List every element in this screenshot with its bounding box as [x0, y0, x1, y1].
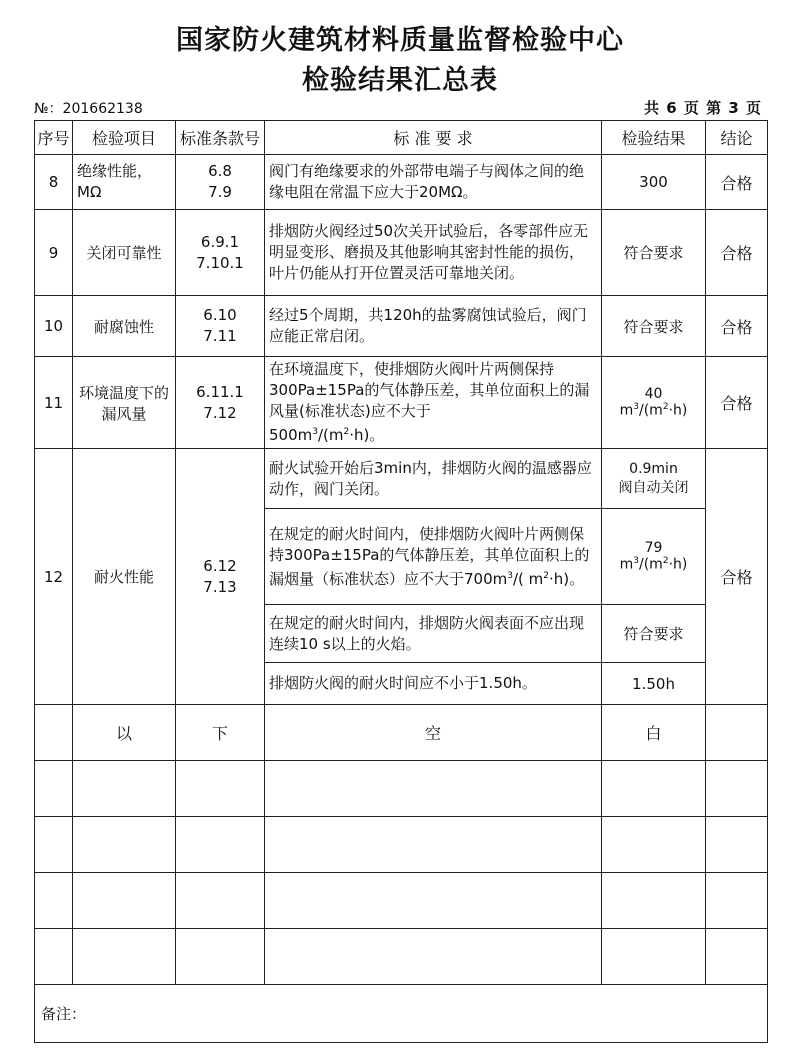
- remarks-label: 备注：: [35, 985, 768, 1043]
- clause-cell: [176, 449, 265, 705]
- clause-b: 7.12: [203, 403, 237, 422]
- seq-cell: 11: [35, 357, 73, 449]
- result-cell: [602, 357, 706, 449]
- requirement-cell: 耐火试验开始后3min内，排烟防火阀的温感器应动作，阀门关闭。: [265, 449, 602, 509]
- clause-cell: [176, 296, 265, 357]
- clause-cell: [176, 357, 265, 449]
- requirement-limit: 700m: [464, 569, 508, 588]
- report-number: №：201662138: [34, 101, 143, 117]
- unit-text: ·h): [668, 402, 688, 419]
- requirement-cell: 在规定的耐火时间内，排烟防火阀表面不应出现连续10 s以上的火焰。: [265, 605, 602, 663]
- seq-cell: 9: [35, 210, 73, 296]
- superscript: 3: [633, 402, 639, 413]
- superscript: 2: [662, 556, 669, 567]
- requirement-cell: [265, 357, 602, 449]
- header-seq: 序号: [35, 121, 73, 155]
- unit-text: /(m: [639, 556, 663, 573]
- unit-text: /( m: [513, 569, 544, 588]
- result-note: 阀自动关闭: [618, 479, 689, 496]
- seq-cell: 8: [35, 155, 73, 210]
- result-value: 0.9min: [629, 460, 678, 477]
- table-row: [35, 449, 768, 509]
- result-value: 79: [644, 540, 663, 557]
- header-result: 检验结果: [602, 121, 706, 155]
- table-header-row: [35, 121, 768, 155]
- header-requirement: 标 准 要 求: [265, 121, 602, 155]
- result-unit: [602, 402, 705, 419]
- requirement-cell: [265, 509, 602, 605]
- clause-a: 6.12: [203, 556, 237, 575]
- result-unit: [602, 556, 705, 573]
- item-cell: 耐腐蚀性: [73, 296, 176, 357]
- page-info: 共 6 页 第 3 页: [644, 99, 762, 117]
- empty-row: [35, 761, 768, 817]
- header-item: 检验项目: [73, 121, 176, 155]
- empty-row: [35, 929, 768, 985]
- table-row: [35, 357, 768, 449]
- blank-marker: 以: [73, 705, 176, 761]
- requirement-cell: 排烟防火阀的耐火时间应不小于1.50h。: [265, 663, 602, 705]
- unit-text: ·h)。: [349, 426, 385, 444]
- blank-marker: 白: [602, 705, 706, 761]
- result-cell: [602, 509, 706, 605]
- page-title: 检验结果汇总表: [302, 65, 498, 96]
- requirement-cell: 阀门有绝缘要求的外部带电端子与阀体之间的绝缘电阻在常温下应大于20MΩ。: [265, 155, 602, 210]
- conclusion-cell: 合格: [706, 449, 768, 705]
- result-cell: 1.50h: [602, 663, 706, 705]
- result-cell: 符合要求: [602, 210, 706, 296]
- superscript: 3: [633, 556, 639, 567]
- unit-text: /(m: [317, 426, 344, 444]
- clause-b: 7.11: [203, 327, 237, 345]
- org-title: 国家防火建筑材料质量监督检验中心: [176, 25, 624, 56]
- unit-text: ·h)。: [549, 569, 585, 588]
- empty-cell: [706, 705, 768, 761]
- clause-a: 6.10: [203, 306, 237, 324]
- clause-cell: [176, 210, 265, 296]
- result-cell: 符合要求: [602, 605, 706, 663]
- superscript: 2: [543, 570, 550, 581]
- empty-row: [35, 817, 768, 873]
- clause-a: 6.11.1: [196, 382, 244, 401]
- empty-row: [35, 873, 768, 929]
- header-clause: 标准条款号: [176, 121, 265, 155]
- item-cell: 环境温度下的漏风量: [73, 357, 176, 449]
- unit-text: m: [619, 556, 634, 573]
- result-value: 40: [644, 386, 663, 403]
- conclusion-cell: 合格: [706, 357, 768, 449]
- blank-marker: 下: [176, 705, 265, 761]
- requirement-cell: 经过5个周期，共120h的盐雾腐蚀试验后，阀门应能正常启闭。: [265, 296, 602, 357]
- requirement-text: 在规定的耐火时间内，使排烟防火阀叶片两侧保持300Pa±15Pa的气体静压差，其单位面积上的漏烟量（标准状态）应不大于: [269, 524, 590, 588]
- item-cell: 耐火性能: [73, 449, 176, 705]
- item-cell: 关闭可靠性: [73, 210, 176, 296]
- unit-text: m: [619, 402, 634, 419]
- table-row: [35, 210, 768, 296]
- result-cell: [602, 449, 706, 509]
- table-row: [35, 296, 768, 357]
- clause-b: 7.13: [203, 577, 237, 596]
- clause-a: 6.8: [208, 162, 232, 180]
- superscript: 2: [343, 427, 350, 437]
- seq-cell: 12: [35, 449, 73, 705]
- clause-cell: [176, 155, 265, 210]
- clause-b: 7.10.1: [196, 253, 244, 272]
- result-table: [34, 120, 768, 1043]
- blank-marker: 空: [265, 705, 602, 761]
- conclusion-cell: 合格: [706, 155, 768, 210]
- unit-text: /(m: [639, 402, 663, 419]
- superscript: 3: [507, 570, 513, 581]
- unit-text: ·h): [668, 556, 688, 573]
- seq-cell: 10: [35, 296, 73, 357]
- remarks-row: [35, 985, 768, 1043]
- conclusion-cell: 合格: [706, 296, 768, 357]
- requirement-cell: 排烟防火阀经过50次关开试验后，各零部件应无明显变形、磨损及其他影响其密封性能的损伤，叶片仍能从打开位置灵活可靠地关闭。: [265, 210, 602, 296]
- item-cell: 绝缘性能，MΩ: [73, 155, 176, 210]
- table-row: [35, 155, 768, 210]
- requirement-text: 在环境温度下，使排烟防火阀叶片两侧保持300Pa±15Pa的气体静压差，其单位面积上的漏风量(标准状态)应不大于: [269, 360, 590, 420]
- blank-marker-row: [35, 705, 768, 761]
- empty-cell: [35, 705, 73, 761]
- conclusion-cell: 合格: [706, 210, 768, 296]
- header-conclusion: 结论: [706, 121, 768, 155]
- superscript: 3: [312, 427, 318, 437]
- result-cell: 300: [602, 155, 706, 210]
- clause-a: 6.9.1: [200, 232, 240, 251]
- clause-b: 7.9: [208, 183, 232, 201]
- result-cell: 符合要求: [602, 296, 706, 357]
- superscript: 2: [662, 402, 669, 413]
- requirement-limit: 500m: [269, 426, 313, 444]
